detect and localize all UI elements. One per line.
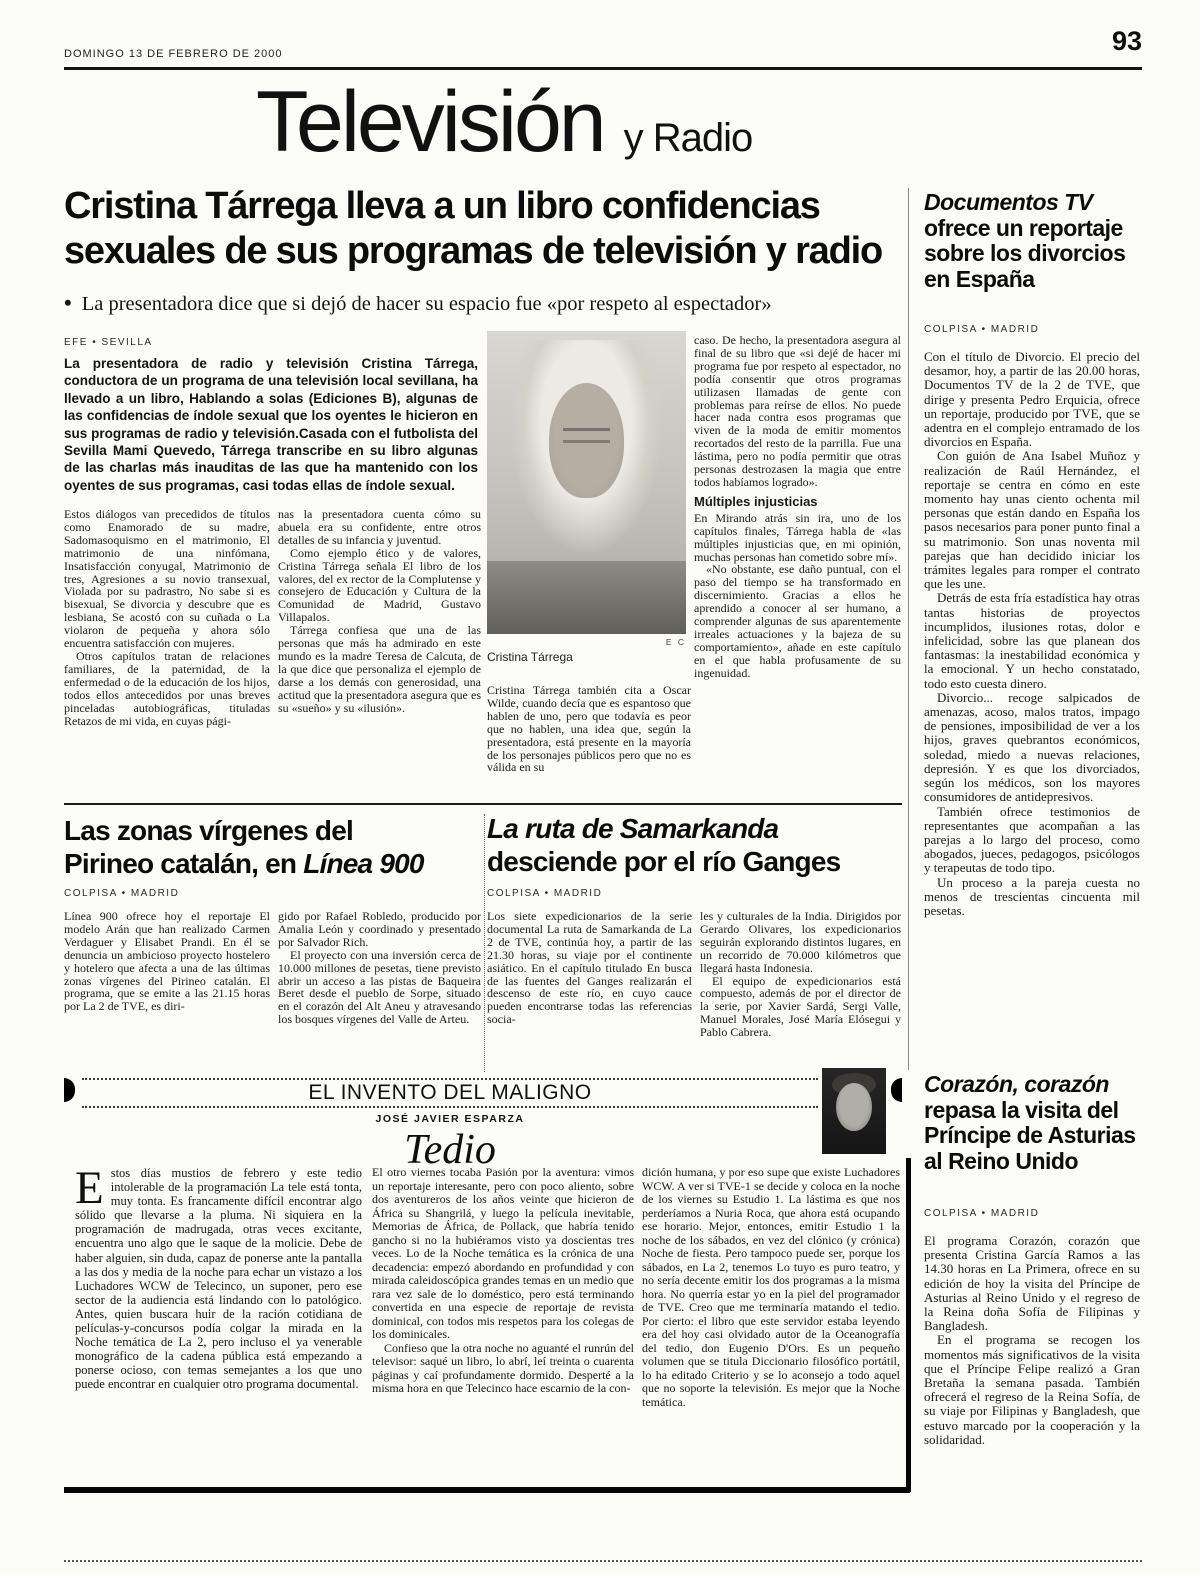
zonas-column-1 (64, 910, 270, 1074)
samarkanda-headline-line1: La ruta de Samarkanda (487, 813, 779, 844)
lead-column-2 (278, 508, 481, 802)
documentos-body (924, 350, 1140, 1062)
paragraph: El equipo de expedicionarios está compuesto, además de por el director de la serie, por Xavier Sardá, Sergi Valle, Manuel Morales, José María Elósegui y Pablo Cabrera. (700, 973, 901, 1040)
column-subhead: Múltiples injusticias (694, 493, 818, 509)
paragraph: dición humana, y por eso supe que existe Luchadores WCW. A ver si TVE-1 se decide y coloca en la noche de los viernes su Estudio 1. La lástima es que nos perderíamos a Nuria Roca, que ahora está ocupando ese horario. Mejor, entonces, emitir Estudio 1 la noche de los sábados, en vez del clónico (y crónica) Noche de fiesta. Pero tampoco puede ser, porque los sábados, en La 2, tenemos Lo tuyo es puro teatro, y no sería decente emitir los dos programas a la misma hora. No querría estar yo en la piel del programador de TVE. Creo que me terminaría matando el tedio. Por cierto: el libro que este servidor estaba leyendo era del hoy casi olvidado autor de la Oceanografía del tedio, don Eugenio D'Ors. Es un pequeño volumen que se titula Diccionario filosófico portátil, lo ha editado Criterio y se lo aconsejo a todo aquel que no soporte la televisión. Es mejor que la Noche temática. (642, 1166, 900, 1409)
zonas-column-2 (278, 910, 481, 1074)
samarkanda-column-1 (487, 910, 692, 1088)
zonas-headline-line2 (64, 847, 484, 880)
paragraph: gido por Rafael Robledo, producido por Amalia León y coordinado y presentado por Salvador Rich. (278, 910, 481, 949)
section-masthead (256, 76, 752, 168)
lead-byline: EFE • SEVILLA (64, 337, 153, 348)
lead-column-1 (64, 508, 270, 802)
lead-standfirst (64, 290, 902, 316)
paragraph: Con guión de Ana Isabel Muñoz y realización de Raúl Hernández, el reportaje se centra en cómo en este momento hay unas ciento ochenta mil personas que están dando en España los pasos necesarios para poner punto final a su matrimonio. Son unas noventa mil parejas que han decidido iniciar los trámites legales para romper el contrato que les une. (924, 448, 1140, 592)
paragraph: les y culturales de la India. Dirigidos por Gerardo Olivares, los expedicionarios seguirán explorando distintos lugares, en un recorrido de 70.000 kilómetros que llegará hasta Indonesia. (700, 910, 901, 975)
header-rule (64, 67, 1142, 70)
paragraph: Confieso que la otra noche no aguanté el runrún del televisor: saqué un libro, lo abrí, leí treinta o cuarenta páginas y caí profundamente dormido. Desperté a la misma hora en que Telecinco hace escarnio de la con- (372, 1340, 634, 1395)
samarkanda-byline: COLPISA • MADRID (487, 888, 603, 899)
paragraph: Detrás de esta fría estadística hay otras tantas historias de proyectos incumplidos, ilusiones rotas, dolor e infelicidad, sobre las que planean dos fantasmas: la inestabilidad económica y la emocional. Y un hecho constatado, todo esto cuesta dinero. (924, 590, 1140, 691)
bottom-divider-thick-rule (906, 1158, 911, 1492)
lead-headline (64, 184, 916, 274)
feature-author: JOSÉ JAVIER ESPARZA (375, 1113, 525, 1125)
page-bottom-dotted-rule (64, 1560, 1142, 1562)
tedio-bottom-rule (64, 1487, 910, 1493)
photo-caption: Cristina Tárrega (487, 650, 573, 664)
paragraph: Con el título de Divorcio. El precio del desamor, hoy, a partir de las 20.00 horas, Documentos TV de la 2 de TVE, que dirige y presenta Pedro Erquicia, ofrece un reportaje, producido por TVE, que se adentra en el complejo entramado de los divorcios en España. (924, 350, 1140, 450)
kicker-dotted-rule-top (82, 1078, 818, 1080)
tedio-column-2 (372, 1166, 634, 1486)
corazon-body (924, 1234, 1140, 1526)
photo-shoulders-shape (487, 561, 686, 634)
bullet-icon: • (64, 290, 72, 315)
sidebar-divider-rule (908, 188, 909, 1070)
lead-column-3 (487, 684, 691, 804)
lead-column-4 (694, 334, 901, 804)
drop-cap: E (75, 1166, 104, 1214)
paragraph: «No obstante, ese daño puntual, con el paso del tiempo se ha transformado en discernimiento. Gracias a ellos he aprendido a conocer al ser humano, a comprender algunas de sus aparentemente irreales actuaciones y la bajeza de su comportamiento», añade en este capítulo en el que habla profusamente de su ingenuidad. (694, 562, 901, 680)
corazon-headline (924, 1072, 1140, 1174)
paragraph: Estos diálogos van precedidos de títulos como Enamorado de su madre, Sadomasoquismo en el matrimonio, El matrimonio de una ninfómana, Insatisfacción conyugal, Matrimonio de tres, Agresiones a su novio transexual, Violada por su padrastro, No sabe si es bisexual, Se divorcia y descubre que es lesbiana, Se acostó con su cuñada o La violaron de pequeña y ahora sólo encuentra satisfacción con mujeres. (64, 508, 270, 651)
paragraph: El otro viernes tocaba Pasión por la aventura: vimos un reportaje interesante, pero con poco aliento, sobre dos aventureros de los años veinte que hicieron de África su Shangrilá, y luego la película inevitable, Memorias de África, de Pollack, que habría tenido gancho si no la hubiéramos visto ya doscientas tres veces. Lo de la Noche temática es la crónica de una decadencia: empezó abordando en profundidad y con mirada caleidoscópica grandes temas en un medio que rara vez sale de lo doméstico, pero está terminando convertida en una especie de reportaje de revista dominical, con todos mis respetos para los colegas de los dominicales. (372, 1166, 634, 1341)
tedio-column-1 (75, 1166, 362, 1486)
lead-headline-line2: sexuales de sus programas de televisión y radio (64, 230, 882, 272)
paragraph: En Mirando atrás sin ira, uno de los capítulos finales, Tárrega habla de «las múltiples injusticias que, en mi opinión, muchas personas han cometido sobre mí». (694, 510, 901, 564)
documentos-headline-rest: ofrece un reportaje sobre los divorcios en España (924, 214, 1126, 292)
tedio-column-3 (642, 1166, 900, 1486)
paragraph: Línea 900 ofrece hoy el reportaje El modelo Arán que han realizado Carmen Verdaguer y Elisabet Prandi. En él se denuncia un ambicioso proyecto hostelero y hotelero que afecta a una de las últimas zonas vírgenes del Pirineo catalán. El programa, que se emite a las 21.15 horas por La 2 de TVE, es diri- (64, 910, 270, 1014)
paragraph: En el programa se recogen los momentos más significativos de la visita que el Príncipe Felipe realizó a Gran Bretaña la semana pasada. También ofrecerá el regreso de la Reina Sofía, de su viaje por Filipinas y Bangladesh, que estuvo marcado por la cooperación y la solidaridad. (924, 1332, 1140, 1447)
photo-face-shape (549, 383, 625, 498)
zonas-headline-italic: Línea 900 (303, 848, 424, 879)
right-half-disc-ornament (891, 1078, 902, 1102)
paragraph: También ofrece testimonios de representantes que acompañan a las parejas a lo largo del proceso, como abogados, jueces, pedagogos, psicólogos y terapeutas de todo tipo. (924, 803, 1140, 876)
zonas-headline-roman: Pirineo catalán, en (64, 848, 304, 879)
samarkanda-column-2 (700, 910, 901, 1088)
date-line: DOMINGO 13 DE FEBRERO DE 2000 (64, 48, 283, 60)
tedio-col1-text: stos días mustios de febrero y este tedio intolerable de la programación La tele está tonta, muy tonta. Es francamente difícil encontrar algo sólido que llevarse a la pluma. Ni siquiera en la programación de madrugada, otras veces excitante, encuentra uno algo que le saque de la molicie. Debe de haber alguien, sin duda, capaz de ponerse ante la pantalla a las dos y media de la noche para echar un vistazo a los Luchadores WCW de Telecinco, un suponer, pero ese sector de la audiencia está lindando con lo patológico. Antes, quien buscara huir de la ración cotidiana de películas-y-concursos podía colgar la mirada en la Noche temática de La 2, pero incluso el ya venerable monográfico de la cadena pública está empezando a ponerse ocioso, con temas semejantes a los que uno puede encontrar en cualquier otro programa documental. (75, 1166, 362, 1392)
paragraph: caso. De hecho, la presentadora asegura al final de su libro que «si dejé de hacer mi programa fue por respeto al espectador, no podía consentir que otros programas utilizasen llamadas de gente con problemas para reírse de ellos. No puede hacer nada contra esos programas que viven de la moda de emitir momentos recortados del resto de la parrilla. Fue una lástima, pero no podía permitir que otras personas destrozasen la magia que entre todos habíamos logrado». (694, 334, 901, 489)
page-number: 93 (1111, 26, 1142, 56)
portrait-photo-cristina-tarrega (487, 331, 686, 634)
paragraph: nas la presentadora cuenta cómo su abuela era su confidente, entre otros detalles de su infancia y juventud. (278, 508, 481, 547)
feature-kicker: EL INVENTO DEL MALIGNO (308, 1081, 592, 1104)
corazon-headline-rest: repasa la visita del Príncipe de Asturias al Reino Unido (924, 1096, 1136, 1174)
zonas-byline: COLPISA • MADRID (64, 888, 180, 899)
section-subtitle: y Radio (623, 116, 753, 160)
paragraph: Los siete expedicionarios de la serie documental La ruta de Samarkanda de La 2 de TVE, continúa hoy, a partir de las 21.30 horas, su viaje por el continente asiático. En el capítulo titulado En busca de las fuentes del Ganges realizarán el descenso de este río, en cuyo cauce pueden encontrarse todas las referencias socia- (487, 910, 692, 1027)
samarkanda-headline-line2: desciende por el río Ganges (487, 846, 841, 877)
samarkanda-headline (487, 812, 907, 878)
paragraph (75, 1166, 362, 1392)
section-title: Televisión (256, 74, 604, 170)
paragraph: Como ejemplo ético y de valores, Cristina Tárrega señala El libro de los valores, del ex rector de la Complutense y consejero de Educación y Cultura de la Comunidad de Madrid, Gustavo Villapalos. (278, 545, 481, 625)
photo-credit: E C (665, 637, 686, 647)
corazon-byline: COLPISA • MADRID (924, 1208, 1040, 1219)
paragraph: Un proceso a la pareja cuesta no menos de trescientas cincuenta mil pesetas. (924, 874, 1140, 918)
kicker-dotted-rule-bottom (82, 1106, 818, 1108)
documentos-headline (924, 190, 1140, 292)
lead-intro: La presentadora de radio y televisión Cristina Tárrega, conductora de un programa de una televisión local sevillana, ha llevado a un libro, Hablando a solas (Ediciones B), algunas de las confidencias de índole sexual que los oyentes le hicieron en sus programas de radio y televisión.Casada con el futbolista del Sevilla Mami Quevedo, Tárrega transcribe en su libro algunas de las charlas más inauditas de las que ha mantenido con los oyentes de sus programas, casi todas ellas de índole sexual. (64, 356, 478, 493)
documentos-byline: COLPISA • MADRID (924, 324, 1040, 335)
portrait-photo-esparza (822, 1068, 886, 1154)
photo-face-shape (836, 1083, 872, 1130)
photo-eyes-shape (563, 428, 611, 431)
zonas-headline-line1: Las zonas vírgenes del (64, 815, 353, 846)
lead-standfirst-text: La presentadora dice que si dejó de hacer su espacio fue «por respeto al espectador» (81, 293, 772, 315)
paragraph: El programa Corazón, corazón que presenta Cristina García Ramos a las 14.30 horas en La Primera, ofrece en su edición de hoy la visita del Príncipe de Asturias al Reino Unido y el regreso de la Reina doña Sofía de Filipinas y Bangladesh. (924, 1234, 1140, 1334)
corazon-headline-italic: Corazón, corazón (924, 1071, 1109, 1097)
paragraph: Divorcio... recoge salpicados de amenazas, acoso, malos tratos, impago de pensiones, imposibilidad de ver a los hijos, graves quebrantos económicos, soledad, miedo a nuevas relaciones, depresión. Y es que los divorciados, según los médicos, son los mayores consumidores de antidepresivos. (924, 689, 1140, 805)
paragraph: Otros capítulos tratan de relaciones familiares, de la paternidad, de la enfermedad o de la educación de los hijos, todos ellos antecedidos por unas breves pinceladas autobiográficas, tituladas Retazos de mi vida, en cuyas pági- (64, 648, 270, 728)
zonas-headline (64, 814, 484, 880)
documentos-headline-italic: Documentos TV (924, 189, 1093, 215)
paragraph: Tárrega confiesa que una de las personas que más ha admirado en este mundo es la madre Teresa de Calcuta, de la que dice que personaliza el ejemplo de darse a los demás con generosidad, una actitud que la presentadora asegura que es su «sueño» y su «ilusión». (278, 623, 481, 715)
lead-headline-line1: Cristina Tárrega lleva a un libro confidencias (64, 185, 820, 227)
paragraph: El proyecto con una inversión cerca de 10.000 millones de pesetas, tiene previsto abrir un acceso a las pistas de Baqueira Beret desde el pueblo de Sorpe, situado en el corazón del Alt Aneu y atravesando los bosques vírgenes del Valle de Arteu. (278, 947, 481, 1027)
middle-column-dotted-divider (484, 814, 485, 1072)
left-half-disc-ornament (64, 1078, 75, 1102)
feature-title: Tedio (404, 1127, 496, 1173)
paragraph: Cristina Tárrega también cita a Oscar Wilde, cuando decía que es espantoso que hablen de uno, pero que todavía es peor que no hablen, una idea que, según la presentadora, está presente en la mayoría de los personajes públicos pero que no es válida en su (487, 684, 691, 775)
